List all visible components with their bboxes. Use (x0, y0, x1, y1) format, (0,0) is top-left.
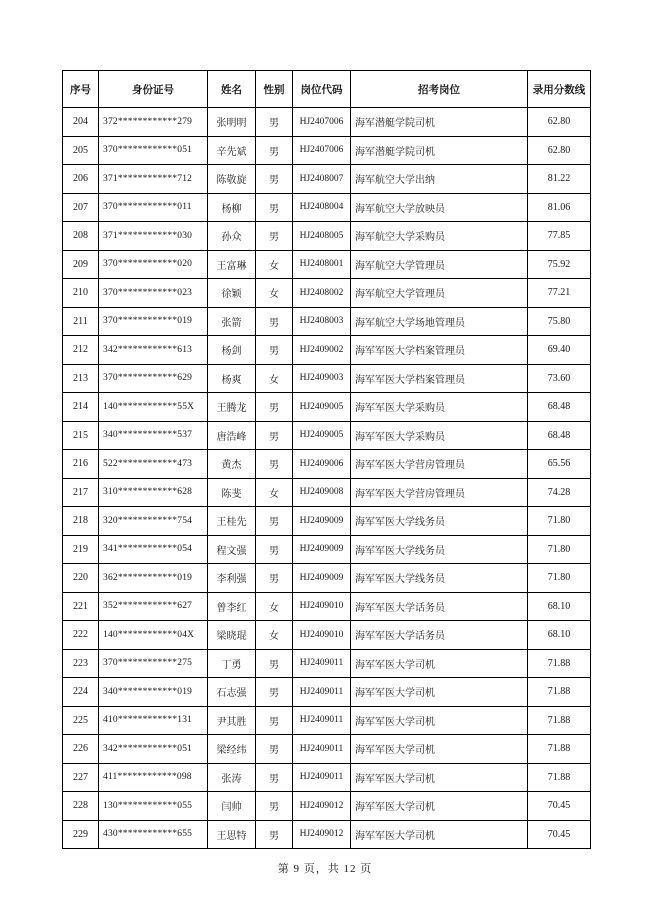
table-row (63, 193, 591, 222)
cell-gender: 女 (256, 364, 293, 393)
cell-name: 丁勇 (208, 649, 256, 678)
cell-seq: 223 (63, 649, 99, 678)
table-row (63, 307, 591, 336)
cell-score: 75.92 (528, 250, 591, 279)
cell-id: 370************023 (99, 279, 208, 308)
cell-name: 孙众 (208, 222, 256, 251)
header-name: 姓名 (208, 71, 256, 108)
cell-score: 69.40 (528, 336, 591, 365)
cell-score: 71.88 (528, 678, 591, 707)
cell-code: HJ2409011 (293, 649, 351, 678)
cell-id: 370************275 (99, 649, 208, 678)
cell-id: 410************131 (99, 706, 208, 735)
cell-gender: 男 (256, 165, 293, 194)
page-number-footer: 第 9 页，共 12 页 (277, 863, 373, 875)
header-id-number: 身份证号 (99, 71, 208, 108)
cell-gender: 女 (256, 592, 293, 621)
cell-seq: 214 (63, 393, 99, 422)
header-score-line: 录用分数线 (528, 71, 591, 108)
cell-position: 海军军医大学采购员 (351, 393, 528, 422)
cell-position: 海军军医大学话务员 (351, 621, 528, 650)
table-row (63, 364, 591, 393)
cell-score: 81.22 (528, 165, 591, 194)
cell-seq: 228 (63, 792, 99, 821)
table-row (63, 136, 591, 165)
cell-gender: 男 (256, 108, 293, 137)
cell-name: 徐颖 (208, 279, 256, 308)
cell-code: HJ2408007 (293, 165, 351, 194)
cell-seq: 222 (63, 621, 99, 650)
table-row (63, 165, 591, 194)
table-row (63, 393, 591, 422)
cell-code: HJ2409005 (293, 393, 351, 422)
cell-position: 海军航空大学管理员 (351, 250, 528, 279)
cell-name: 张明明 (208, 108, 256, 137)
cell-position: 海军军医大学线务员 (351, 507, 528, 536)
cell-name: 梁晓琨 (208, 621, 256, 650)
table-row (63, 649, 591, 678)
cell-id: 352************627 (99, 592, 208, 621)
cell-code: HJ2409011 (293, 678, 351, 707)
cell-gender: 男 (256, 564, 293, 593)
cell-gender: 男 (256, 507, 293, 536)
cell-seq: 211 (63, 307, 99, 336)
table-body (63, 108, 591, 849)
cell-seq: 225 (63, 706, 99, 735)
cell-id: 341************054 (99, 535, 208, 564)
cell-name: 王思特 (208, 820, 256, 849)
cell-code: HJ2409003 (293, 364, 351, 393)
cell-position: 海军航空大学出纳 (351, 165, 528, 194)
cell-position: 海军军医大学线务员 (351, 535, 528, 564)
recruitment-score-table (62, 70, 591, 849)
header-position-code: 岗位代码 (293, 71, 351, 108)
cell-score: 71.88 (528, 735, 591, 764)
cell-position: 海军军医大学营房管理员 (351, 478, 528, 507)
cell-score: 71.88 (528, 763, 591, 792)
cell-id: 140************04X (99, 621, 208, 650)
cell-name: 唐浩峰 (208, 421, 256, 450)
cell-code: HJ2407006 (293, 108, 351, 137)
cell-code: HJ2409011 (293, 735, 351, 764)
cell-name: 王腾龙 (208, 393, 256, 422)
cell-seq: 206 (63, 165, 99, 194)
cell-name: 闫帅 (208, 792, 256, 821)
cell-name: 陈斐 (208, 478, 256, 507)
cell-id: 522************473 (99, 450, 208, 479)
cell-gender: 男 (256, 535, 293, 564)
table-row (63, 763, 591, 792)
table-row (63, 735, 591, 764)
cell-position: 海军航空大学管理员 (351, 279, 528, 308)
cell-position: 海军军医大学线务员 (351, 564, 528, 593)
cell-position: 海军军医大学司机 (351, 792, 528, 821)
cell-score: 68.10 (528, 592, 591, 621)
table-row (63, 108, 591, 137)
cell-id: 342************051 (99, 735, 208, 764)
cell-name: 王富琳 (208, 250, 256, 279)
table-row (63, 478, 591, 507)
cell-gender: 男 (256, 678, 293, 707)
cell-gender: 男 (256, 193, 293, 222)
cell-id: 371************712 (99, 165, 208, 194)
cell-seq: 217 (63, 478, 99, 507)
cell-code: HJ2407006 (293, 136, 351, 165)
table-row (63, 507, 591, 536)
cell-gender: 男 (256, 421, 293, 450)
cell-code: HJ2409008 (293, 478, 351, 507)
table-row (63, 336, 591, 365)
cell-gender: 男 (256, 307, 293, 336)
table-header-row (63, 71, 591, 108)
cell-id: 370************019 (99, 307, 208, 336)
cell-gender: 女 (256, 478, 293, 507)
cell-position: 海军军医大学档案管理员 (351, 336, 528, 365)
cell-code: HJ2408005 (293, 222, 351, 251)
cell-score: 77.85 (528, 222, 591, 251)
cell-position: 海军航空大学放映员 (351, 193, 528, 222)
cell-position: 海军军医大学司机 (351, 763, 528, 792)
cell-gender: 男 (256, 136, 293, 165)
cell-id: 140************55X (99, 393, 208, 422)
cell-score: 71.88 (528, 706, 591, 735)
cell-seq: 212 (63, 336, 99, 365)
cell-id: 370************011 (99, 193, 208, 222)
cell-name: 黄杰 (208, 450, 256, 479)
header-recruit-position: 招考岗位 (351, 71, 528, 108)
table-row (63, 792, 591, 821)
cell-seq: 224 (63, 678, 99, 707)
table-row (63, 706, 591, 735)
table-row (63, 279, 591, 308)
cell-id: 130************055 (99, 792, 208, 821)
cell-id: 340************019 (99, 678, 208, 707)
header-gender: 性别 (256, 71, 293, 108)
cell-seq: 226 (63, 735, 99, 764)
cell-gender: 男 (256, 450, 293, 479)
cell-score: 68.48 (528, 393, 591, 422)
cell-gender: 女 (256, 279, 293, 308)
cell-position: 海军军医大学营房管理员 (351, 450, 528, 479)
cell-gender: 男 (256, 820, 293, 849)
cell-code: HJ2408001 (293, 250, 351, 279)
cell-code: HJ2409011 (293, 763, 351, 792)
cell-gender: 男 (256, 792, 293, 821)
table-row (63, 592, 591, 621)
cell-id: 372************279 (99, 108, 208, 137)
table-row (63, 621, 591, 650)
cell-name: 张箭 (208, 307, 256, 336)
cell-score: 81.06 (528, 193, 591, 222)
cell-code: HJ2409009 (293, 507, 351, 536)
table-row (63, 450, 591, 479)
header-seq: 序号 (63, 71, 99, 108)
cell-gender: 男 (256, 763, 293, 792)
cell-seq: 205 (63, 136, 99, 165)
cell-name: 辛先斌 (208, 136, 256, 165)
cell-name: 杨剑 (208, 336, 256, 365)
cell-score: 77.21 (528, 279, 591, 308)
cell-code: HJ2409002 (293, 336, 351, 365)
cell-id: 411************098 (99, 763, 208, 792)
cell-gender: 男 (256, 649, 293, 678)
cell-gender: 男 (256, 706, 293, 735)
cell-position: 海军军医大学司机 (351, 706, 528, 735)
cell-code: HJ2409012 (293, 792, 351, 821)
cell-seq: 216 (63, 450, 99, 479)
cell-score: 62.80 (528, 136, 591, 165)
cell-code: HJ2409009 (293, 535, 351, 564)
cell-name: 李利强 (208, 564, 256, 593)
cell-position: 海军军医大学话务员 (351, 592, 528, 621)
cell-position: 海军军医大学采购员 (351, 421, 528, 450)
cell-gender: 女 (256, 621, 293, 650)
table-row (63, 564, 591, 593)
cell-code: HJ2408002 (293, 279, 351, 308)
cell-seq: 208 (63, 222, 99, 251)
cell-score: 74.28 (528, 478, 591, 507)
cell-position: 海军军医大学司机 (351, 820, 528, 849)
cell-id: 370************051 (99, 136, 208, 165)
cell-name: 王桂先 (208, 507, 256, 536)
table-row (63, 535, 591, 564)
cell-id: 370************629 (99, 364, 208, 393)
cell-code: HJ2409010 (293, 592, 351, 621)
cell-position: 海军军医大学司机 (351, 649, 528, 678)
cell-seq: 215 (63, 421, 99, 450)
cell-gender: 女 (256, 250, 293, 279)
table-row (63, 250, 591, 279)
table-row (63, 820, 591, 849)
cell-seq: 227 (63, 763, 99, 792)
cell-gender: 男 (256, 336, 293, 365)
cell-id: 340************537 (99, 421, 208, 450)
cell-seq: 218 (63, 507, 99, 536)
cell-score: 68.48 (528, 421, 591, 450)
cell-gender: 男 (256, 735, 293, 764)
cell-seq: 204 (63, 108, 99, 137)
cell-seq: 210 (63, 279, 99, 308)
cell-seq: 229 (63, 820, 99, 849)
cell-seq: 220 (63, 564, 99, 593)
cell-gender: 男 (256, 393, 293, 422)
cell-id: 430************655 (99, 820, 208, 849)
cell-name: 梁经纬 (208, 735, 256, 764)
cell-seq: 213 (63, 364, 99, 393)
cell-seq: 209 (63, 250, 99, 279)
cell-score: 71.80 (528, 564, 591, 593)
cell-id: 310************628 (99, 478, 208, 507)
cell-seq: 207 (63, 193, 99, 222)
cell-code: HJ2409011 (293, 706, 351, 735)
cell-code: HJ2409012 (293, 820, 351, 849)
cell-code: HJ2409005 (293, 421, 351, 450)
cell-score: 70.45 (528, 820, 591, 849)
cell-name: 尹其胜 (208, 706, 256, 735)
cell-name: 张涛 (208, 763, 256, 792)
table-row (63, 421, 591, 450)
cell-gender: 男 (256, 222, 293, 251)
cell-position: 海军航空大学采购员 (351, 222, 528, 251)
cell-id: 371************030 (99, 222, 208, 251)
table-row (63, 222, 591, 251)
cell-code: HJ2408003 (293, 307, 351, 336)
cell-score: 70.45 (528, 792, 591, 821)
cell-position: 海军航空大学场地管理员 (351, 307, 528, 336)
table-row (63, 678, 591, 707)
cell-name: 杨爽 (208, 364, 256, 393)
cell-name: 石志强 (208, 678, 256, 707)
cell-code: HJ2408004 (293, 193, 351, 222)
cell-name: 陈敬旋 (208, 165, 256, 194)
cell-score: 75.80 (528, 307, 591, 336)
cell-score: 65.56 (528, 450, 591, 479)
cell-seq: 219 (63, 535, 99, 564)
cell-position: 海军军医大学档案管理员 (351, 364, 528, 393)
cell-position: 海军潜艇学院司机 (351, 136, 528, 165)
cell-score: 68.10 (528, 621, 591, 650)
cell-score: 71.88 (528, 649, 591, 678)
cell-id: 370************020 (99, 250, 208, 279)
cell-score: 71.80 (528, 535, 591, 564)
cell-code: HJ2409006 (293, 450, 351, 479)
cell-score: 62.80 (528, 108, 591, 137)
cell-position: 海军军医大学司机 (351, 735, 528, 764)
cell-name: 曾李红 (208, 592, 256, 621)
cell-id: 362************019 (99, 564, 208, 593)
cell-id: 342************613 (99, 336, 208, 365)
cell-position: 海军军医大学司机 (351, 678, 528, 707)
cell-name: 程文强 (208, 535, 256, 564)
cell-id: 320************754 (99, 507, 208, 536)
cell-code: HJ2409010 (293, 621, 351, 650)
cell-score: 71.80 (528, 507, 591, 536)
cell-name: 杨柳 (208, 193, 256, 222)
cell-seq: 221 (63, 592, 99, 621)
cell-position: 海军潜艇学院司机 (351, 108, 528, 137)
cell-score: 73.60 (528, 364, 591, 393)
cell-code: HJ2409009 (293, 564, 351, 593)
